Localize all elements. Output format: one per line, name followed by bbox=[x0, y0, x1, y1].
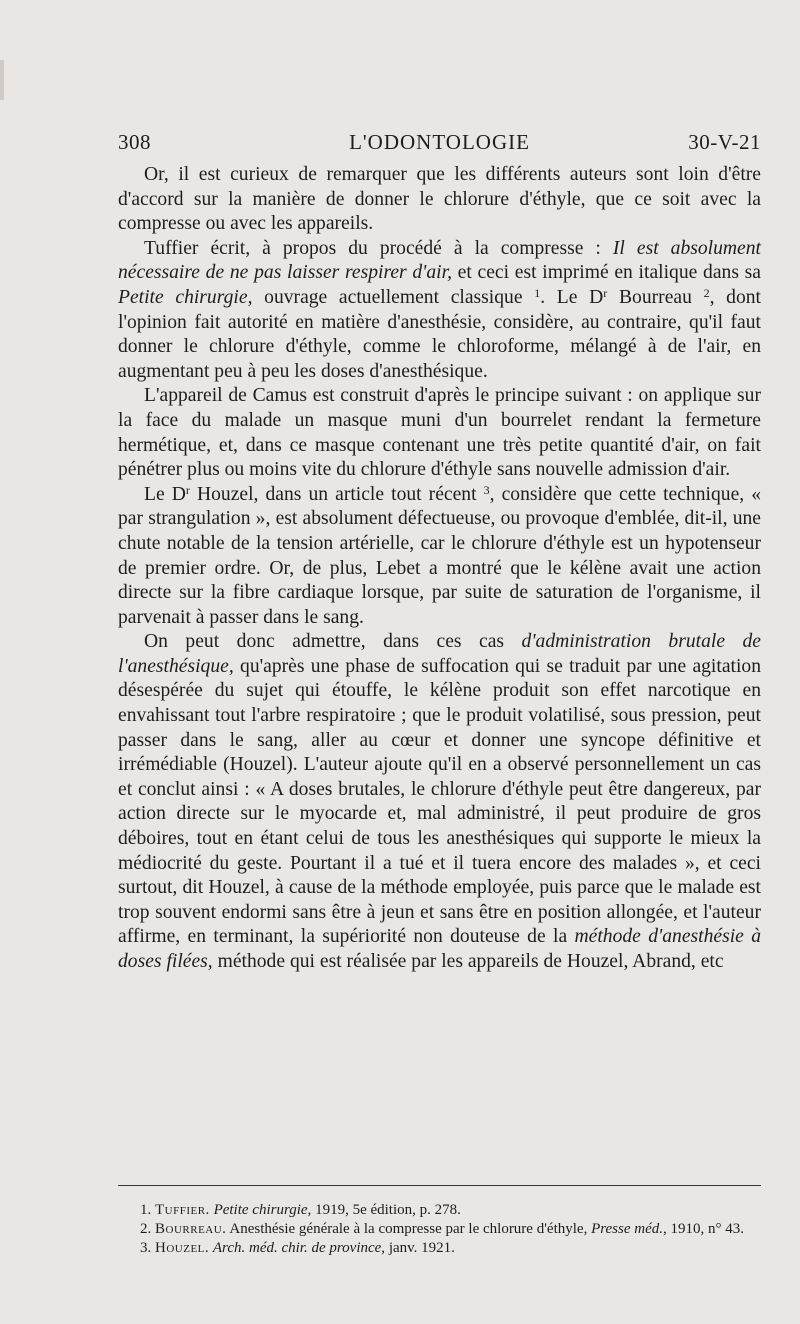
text-run: et ceci est imprimé en italique dans sa bbox=[451, 262, 761, 284]
text-run: 2. bbox=[140, 1221, 155, 1238]
footnote bbox=[118, 1220, 761, 1239]
issue-date: 30-V-21 bbox=[688, 130, 761, 154]
text-run: Anesthésie générale à la compresse par le chlorure d'éthyle, bbox=[226, 1221, 592, 1238]
page-edge bbox=[0, 60, 4, 100]
italic-text: Il est absolument nécessaire de ne pas laisser respirer d'air, bbox=[118, 237, 761, 284]
page-number: 308 bbox=[118, 130, 151, 154]
superscript: 3 bbox=[483, 482, 490, 497]
italic-text: d'administration brutale de l'anesthésique, bbox=[118, 631, 761, 677]
footnote bbox=[118, 1201, 761, 1220]
superscript: r bbox=[603, 285, 608, 300]
text-run: méthode qui est réalisée par les appareils de Houzel, Abrand, etc bbox=[212, 951, 724, 972]
superscript: 2 bbox=[703, 285, 710, 300]
text-run: janv. 1921. bbox=[385, 1240, 455, 1257]
text-run: Houzel, dans un article tout récent bbox=[189, 483, 484, 505]
text-run: Le D bbox=[144, 483, 186, 505]
italic-text: Presse méd., bbox=[591, 1221, 667, 1238]
text-run: qu'après une phase de suffocation qui se traduit par une agitation désespérée du sujet qui étouffe, le kélène produit son effet narcotique en envahissant tout l'arbre respiratoire ; que le produit volatilisé, sous pression, peut passer dans le sang, aller au cœur et donner une syncope définitive et irrémédiable (Houzel). L'auteur ajoute qu'il en a observé personnellement un cas et conclut ainsi : « A doses brutales, le chlorure d'éthyle peut être dangereux, par action directe sur le myocarde et, mal administré, il peut produire de gros déboires, tout en étant celui de tous les anesthésiques qui supporte le mieux la médiocrité du geste. Pourtant il a tué et il tuera encore des malades », et ceci surtout, dit Houzel, à cause de la méthode employée, puis parce que le malade est trop souvent endormi sans être à jeun et sans être en position allongée, et l'auteur affirme, en terminant, la supériorité non douteuse de la bbox=[118, 655, 761, 948]
text-run: , considère que cette technique, « par strangulation », est absolument défectueuse, ou provoque d'emblée, dit-il, une chute notable de la tension artérielle, car le chlorure d'éthyle est un hypotenseur de premier ordre. Or, de plus, Lebet a montré que le kélène avait une action directe sur la fibre cardiaque lorsque, par suite de saturation de l'organisme, il parvenait à passer dans le sang. bbox=[118, 483, 762, 628]
italic-text: Arch. méd. chir. de province, bbox=[212, 1240, 386, 1257]
body-text bbox=[118, 163, 761, 975]
text-run: ouvrage actuellement classique bbox=[252, 286, 535, 308]
author-name: Tuffier. bbox=[155, 1202, 210, 1218]
text-run: , dont l'opinion fait autorité en matière d'anesthésie, considère, au contraire, qu'il faut donner le chlorure d'éthyle, comme le chloroforme, mélangé à de l'air, en augmentant peu à peu les doses d'anesthésique. bbox=[118, 286, 761, 382]
footnotes bbox=[118, 1201, 761, 1259]
author-name: Bourreau. bbox=[155, 1221, 227, 1238]
text-run: 1910, n° 43. bbox=[666, 1221, 745, 1238]
footnote-rule bbox=[118, 1185, 761, 1186]
paragraph bbox=[118, 630, 761, 974]
text-run: 1919, 5e édition, p. 278. bbox=[311, 1202, 461, 1218]
text-run: Or, il est curieux de remarquer que les différents auteurs sont loin d'être d'accord sur la manière de donner le chlorure d'éthyle, que ce soit avec la compresse ou avec les appareils. bbox=[118, 164, 761, 235]
text-run: 1. bbox=[140, 1202, 155, 1218]
footnote bbox=[118, 1239, 761, 1258]
text-run: Tuffier écrit, à propos du procédé à la compresse : bbox=[144, 237, 613, 259]
paragraph bbox=[118, 163, 761, 237]
text-run: Bourreau bbox=[607, 286, 704, 308]
paragraph bbox=[118, 384, 761, 482]
text-run: 3. bbox=[140, 1240, 155, 1257]
italic-text: méthode d'anesthésie à doses filées, bbox=[118, 926, 761, 972]
paragraph bbox=[118, 237, 761, 385]
journal-title: L'ODONTOLOGIE bbox=[349, 130, 530, 154]
author-name: Houzel. bbox=[155, 1240, 210, 1257]
text-run: L'appareil de Camus est construit d'après le principe suivant : on applique sur la face du malade un masque muni d'un bourrelet rendant la fermeture hermétique, et, dans ce masque contenant une très petite quantité d'air, on fait pénétrer plus ou moins vite du chlorure d'éthyle sans nouvelle admission d'air. bbox=[118, 385, 761, 481]
superscript: r bbox=[185, 482, 190, 497]
paragraph bbox=[118, 483, 761, 631]
italic-text: Petite chirurgie, bbox=[118, 286, 253, 308]
text-run: . Le D bbox=[540, 286, 604, 308]
superscript: 1 bbox=[534, 285, 541, 300]
text-run: On peut donc admettre, dans ces cas bbox=[144, 631, 522, 653]
italic-text: Petite chirurgie, bbox=[213, 1202, 312, 1218]
